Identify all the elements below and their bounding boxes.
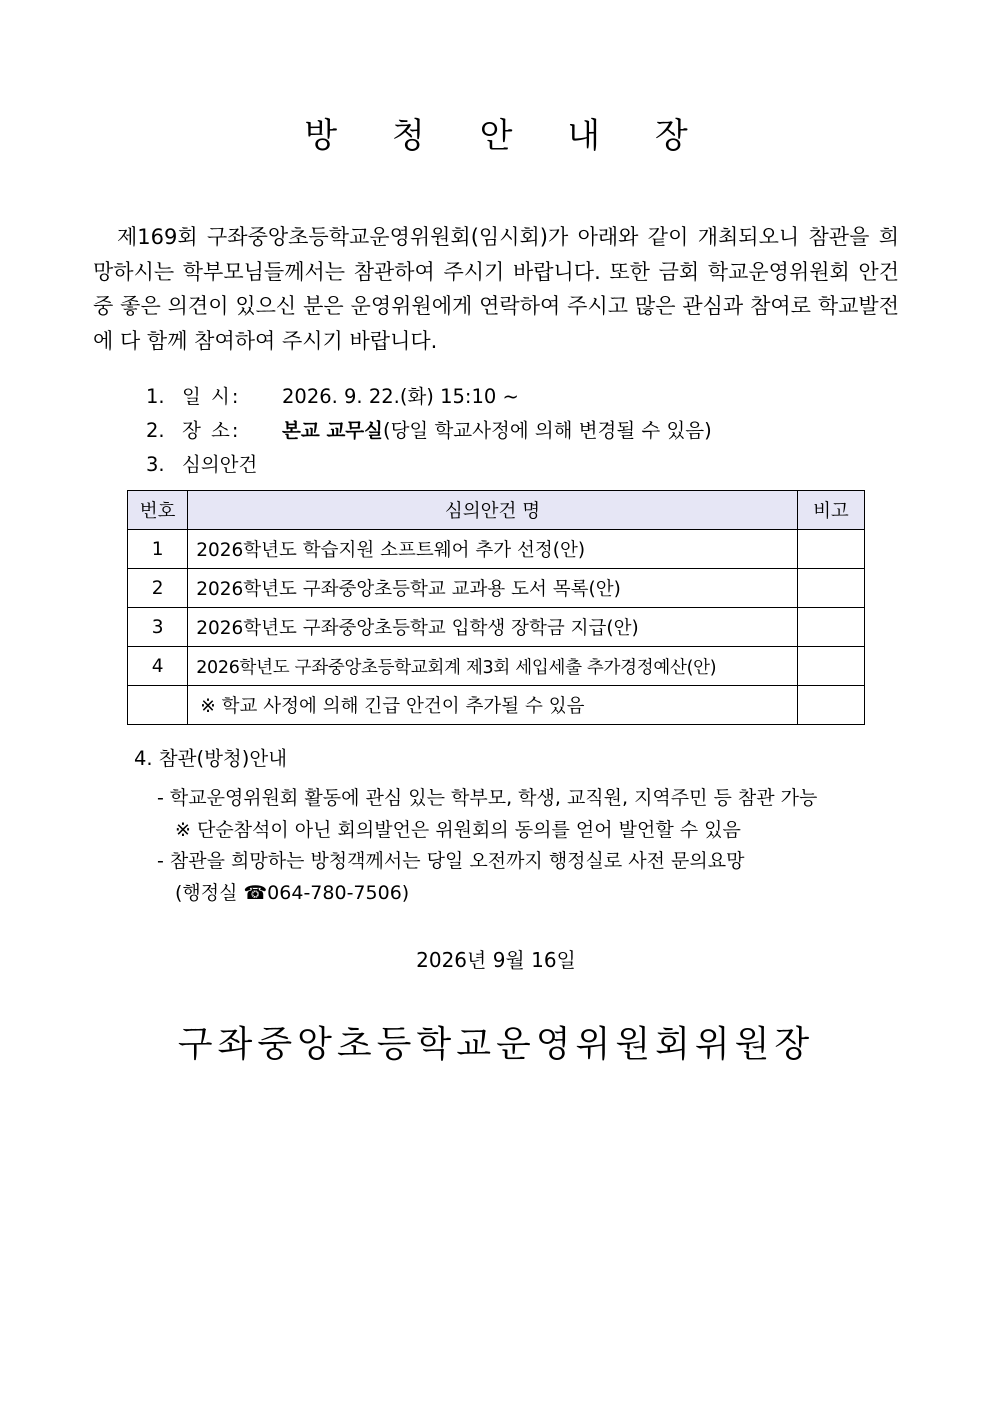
table-row [128,530,865,569]
row-number: 1 [128,530,188,569]
row-note [797,686,864,725]
issue-date: 2026년 9월 16일 [416,948,576,972]
attendance-notes [157,783,817,909]
table-row [128,569,865,608]
table-row [128,686,865,725]
row-note [797,530,864,569]
item-number: 3. [146,453,165,476]
attendance-line: - 학교운영위원회 활동에 관심 있는 학부모, 학생, 교직원, 지역주민 등 참관 가능 [157,787,818,809]
signer-title: 구좌중앙초등학교운영위원회위원장 [177,1024,815,1065]
item-number: 2. [146,419,165,442]
header-title: 심의안건 명 [188,491,798,530]
header-note: 비고 [797,491,864,530]
item-agenda-heading [146,451,257,479]
header-number: 번호 [128,491,188,530]
row-number: 4 [128,647,188,686]
item-number: 1. [146,385,165,408]
item-datetime [146,383,519,411]
table-row [128,608,865,647]
row-title: ※ 학교 사정에 의해 긴급 안건이 추가될 수 있음 [188,686,798,725]
row-title: 2026학년도 구좌중앙초등학교 입학생 장학금 지급(안) [188,608,798,647]
attendance-line: ※ 단순참석이 아닌 회의발언은 위원회의 동의를 얻어 발언할 수 있음 [175,818,741,841]
row-note [797,608,864,647]
item-value-note: (당일 학교사정에 의해 변경될 수 있음) [382,419,712,442]
item-value: 2026. 9. 22.(화) 15:10 ~ [282,385,519,408]
row-note [797,569,864,608]
item-label: 일 시: [182,385,241,408]
agenda-header-row [128,491,865,530]
agenda-table [127,490,865,725]
contact-line: (행정실 ☎064-780-7506) [175,881,410,904]
item-place [146,417,712,445]
row-number: 3 [128,608,188,647]
row-number: 2 [128,569,188,608]
row-title: 2026학년도 학습지원 소프트웨어 추가 선정(안) [188,530,798,569]
row-title: 2026학년도 구좌중앙초등학교회계 제3회 세입세출 추가경정예산(안) [188,647,798,686]
document-title: 방 청 안 내 장 [304,116,710,156]
attendance-heading: 4. 참관(방청)안내 [134,747,288,770]
row-number [128,686,188,725]
item-label: 심의안건 [182,453,258,476]
row-note [797,647,864,686]
row-title: 2026학년도 구좌중앙초등학교 교과용 도서 목록(안) [188,569,798,608]
item-label: 장 소: [182,419,241,442]
intro-paragraph: 제169회 구좌중앙초등학교운영위원회(임시회)가 아래와 같이 개최되오니 참관을 희망하시는 학부모님들께서는 참관하여 주시기 바랍니다. 또한 금회 학교운영위원회 안건 중 좋은 의견이 있으신 분은 운영위원에게 연락하여 주시고 많은 관심과 참여로 학교발전에 다 함께 참여하여 주시기 바랍니다. [93,225,899,353]
table-row [128,647,865,686]
item-value-bold: 본교 교무실 [282,419,383,442]
attendance-line: - 참관을 희망하는 방청객께서는 당일 오전까지 행정실로 사전 문의요망 [157,850,745,872]
